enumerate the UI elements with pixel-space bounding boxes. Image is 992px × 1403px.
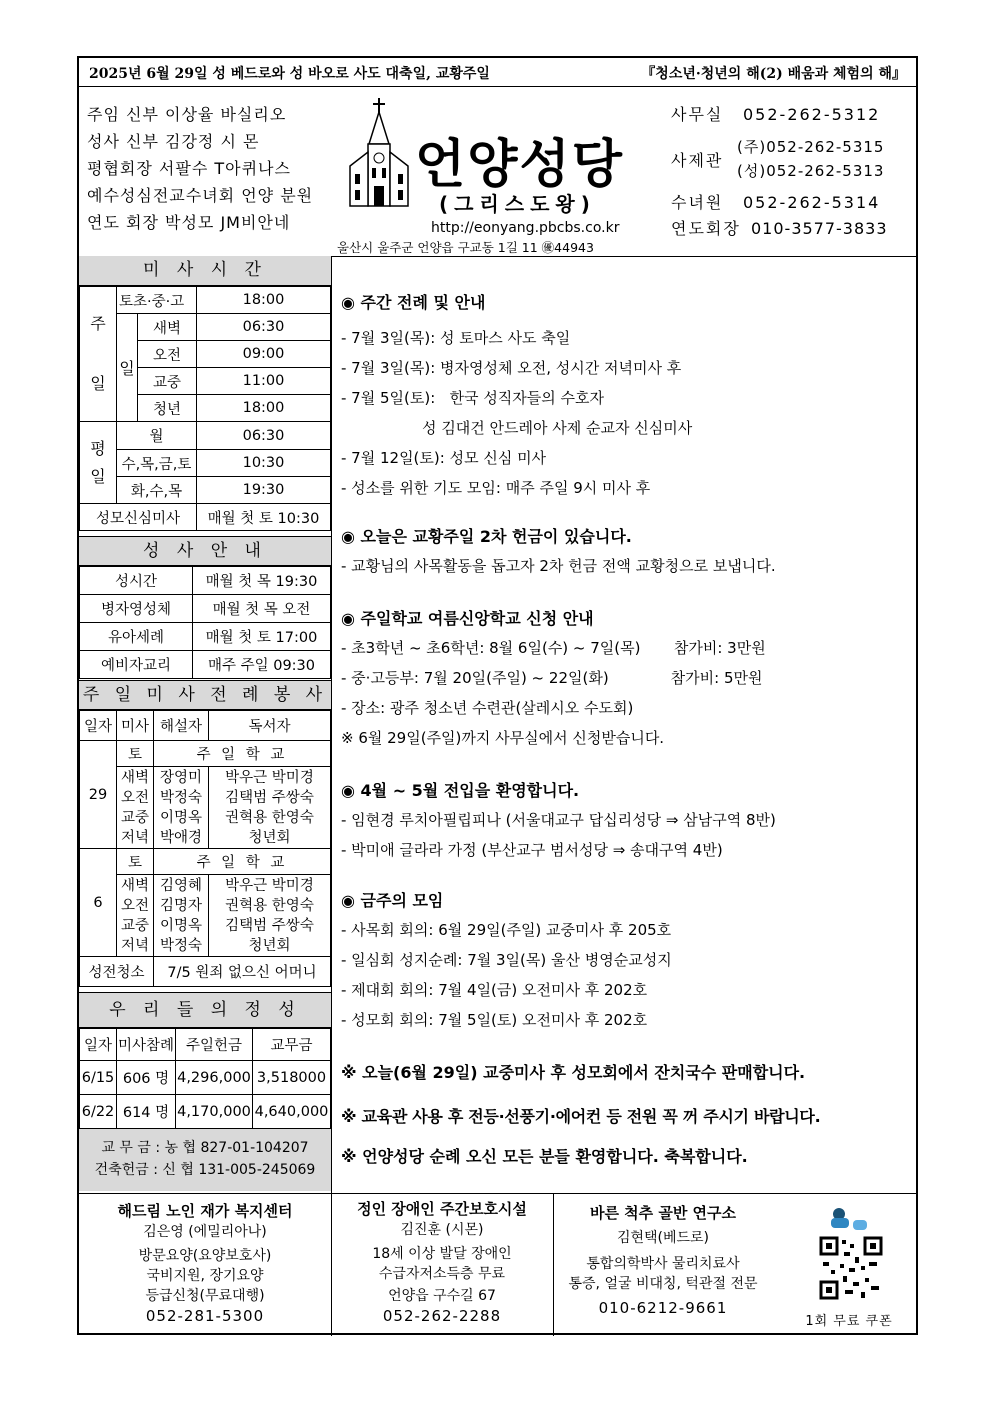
notice-item: - 일심회 성지순례: 7월 3일(목) 울산 병영순교성지: [341, 951, 672, 969]
contact-value: 052-262-5312: [743, 105, 881, 124]
notice-item: - 교황님의 사목활동을 돕고자 2차 헌금 전액 교황청으로 보냅니다.: [341, 557, 776, 575]
mass-time: 11:00: [197, 368, 331, 395]
notice-item: - 성모회 회의: 7월 5일(토) 오전미사 후 202호: [341, 1011, 648, 1029]
sunday-label: 주 일: [80, 287, 117, 422]
contact-office: [671, 102, 880, 125]
service-readers: 박우근 박미경 김택범 주쌍숙 권혁용 한영숙 청년회: [209, 767, 331, 849]
contact-value: 052-262-5314: [743, 193, 881, 212]
mass-time: 10:30: [197, 450, 331, 477]
offering-tithe: 4,640,000: [253, 1095, 331, 1129]
year-theme: 『청소년·청년의 해(2) 배움과 체험의 해』: [641, 66, 906, 82]
coupon-label: 1회 무료 쿠폰: [805, 1314, 893, 1329]
mass-label: 성모신심미사: [80, 504, 197, 531]
notice-item: - 7월 12일(토): 성모 신심 미사: [341, 449, 547, 467]
service-sat: 토: [117, 741, 154, 767]
contact-value: 010-3577-3833: [751, 219, 888, 238]
offering-sunday: 4,170,000: [176, 1095, 253, 1129]
bulletin-date: 2025년 6월 29일 성 베드로와 성 바오로 사도 대축일, 교황주일: [89, 66, 490, 82]
notice-item: 성 김대건 안드레아 사제 순교자 신심미사: [341, 419, 693, 437]
notice-liturgy: [341, 290, 692, 503]
top-bar: [79, 58, 916, 87]
mass-label: 토초·중·고: [117, 287, 197, 314]
notice-item: - 임현경 루치아필립피나 (서울대교구 답십리성당 ⇒ 삼남구역 8반): [341, 811, 776, 829]
bottom-note: ※ 언양성당 순례 오신 모든 분들 환영합니다. 축복합니다.: [341, 1147, 748, 1166]
offering-date: 6/22: [80, 1095, 117, 1129]
offering-heading: 우 리 들 의 정 성: [79, 992, 331, 1028]
sacrament-heading: 성 사 안 내: [79, 536, 331, 566]
mass-times-table: [79, 286, 331, 531]
contact-rectory: [671, 134, 885, 170]
service-commentators: 김영혜 김명자 이명옥 박정숙: [154, 875, 209, 957]
il-label: 일: [117, 314, 138, 422]
offering-table: [79, 1028, 331, 1129]
cleaning-label: 성전청소: [80, 957, 154, 987]
parish-subtitle: (그리스도왕): [439, 192, 596, 216]
ad-line: 국비지원, 장기요양: [146, 1268, 264, 1284]
parish-name: 언양성당: [415, 135, 624, 195]
contact-value: (성)052-262-5313: [737, 162, 885, 180]
offering-attendance: 614 명: [117, 1095, 176, 1129]
mass-label: 교중: [138, 368, 197, 395]
col-header: 주일헌금: [176, 1029, 253, 1061]
parish-address: 울산시 울주군 언양읍 구교동 1길 11 ㊝44943: [337, 240, 594, 255]
contact-yeondo: [671, 216, 888, 239]
cleaning-value: 7/5 원죄 없으신 어머니: [154, 957, 331, 987]
service-masses: 새벽 오전 교중 저녁: [117, 875, 154, 957]
ad-line: 통증, 얼굴 비대칭, 턱관절 전문: [568, 1276, 758, 1292]
bottom-note: ※ 교육관 사용 후 전등·선풍기·에어컨 등 전원 꼭 꺼 주시기 바랍니다.: [341, 1107, 821, 1126]
notice-title: ◉ 4월 ~ 5월 전입을 환영합니다.: [341, 781, 580, 800]
col-header: 일자: [80, 711, 117, 741]
service-readers: 박우근 박미경 권혁용 한영숙 김택범 주쌍숙 청년회: [209, 875, 331, 957]
notice-item: - 사목회 회의: 6월 29일(주일) 교중미사 후 205호: [341, 921, 672, 939]
ad-phone: 010-6212-9661: [598, 1299, 728, 1317]
service-sat-value: 주 일 학 교: [154, 849, 331, 875]
service-sat-value: 주 일 학 교: [154, 741, 331, 767]
ad-line: 김진훈 (시몬): [400, 1222, 484, 1238]
col-header: 독서자: [209, 711, 331, 741]
staff-list: [87, 102, 313, 237]
footer-ads: [79, 1193, 916, 1336]
notice-item: - 중·고등부: 7월 20일(주일) ~ 22일(화) 참가비: 5만원: [341, 669, 763, 687]
mass-label: 청년: [138, 395, 197, 422]
notice-welcome: [341, 778, 776, 865]
mass-time: 18:00: [197, 287, 331, 314]
sacrament-label: 예비자교리: [80, 651, 193, 679]
header: [79, 86, 916, 257]
left-column: [79, 256, 332, 1193]
staff-line: 평협회장 서팔수 T아퀴나스: [87, 159, 291, 178]
notices-area: [331, 256, 918, 1193]
notice-title: ◉ 금주의 모임: [341, 891, 444, 910]
contact-convent: [671, 190, 880, 213]
ad-phone: 052-281-5300: [145, 1307, 265, 1325]
notice-title: ◉ 주일학교 여름신앙학교 신청 안내: [341, 609, 594, 628]
contact-label: 연도회장: [671, 219, 741, 238]
offering-tithe: 3,518000: [253, 1061, 331, 1095]
ad-line: 18세 이상 발달 장애인: [372, 1246, 512, 1262]
ad-welfare-center: [79, 1194, 332, 1336]
ad-disability-care: [331, 1194, 554, 1336]
notice-item: - 성소를 위한 기도 모임: 매주 주일 9시 미사 후: [341, 479, 651, 497]
ad-line: 방문요양(요양보호사): [138, 1248, 272, 1264]
service-day: 6: [80, 849, 117, 957]
ad-title: 정인 장애인 주간보호시설: [357, 1200, 527, 1218]
service-sat: 토: [117, 849, 154, 875]
weekday-label: 평 일: [80, 422, 117, 504]
mass-time: 매월 첫 토 10:30: [197, 504, 331, 531]
offering-date: 6/15: [80, 1061, 117, 1095]
ad-line: 김현택(베드로): [616, 1230, 710, 1246]
col-header: 일자: [80, 1029, 117, 1061]
contact-label: 사제관: [671, 151, 724, 170]
bottom-note: ※ 오늘(6월 29일) 교중미사 후 성모회에서 잔치국수 판매합니다.: [341, 1063, 806, 1082]
notice-item: - 7월 5일(토): 한국 성직자들의 수호자: [341, 389, 605, 407]
service-commentators: 장영미 박정숙 이명옥 박애경: [154, 767, 209, 849]
offering-sunday: 4,296,000: [176, 1061, 253, 1095]
contact-rectory-2: [737, 160, 884, 181]
contact-value: (주)052-262-5315: [737, 138, 885, 156]
sacrament-value: 매월 첫 목 19:30: [193, 567, 331, 595]
notice-meetings: [341, 888, 672, 1035]
ad-spine-clinic: [553, 1194, 773, 1336]
notice-item: - 장소: 광주 청소년 수련관(살레시오 수도회): [341, 699, 634, 717]
contact-label: 수녀원: [671, 193, 724, 212]
notice-title: ◉ 주간 전례 및 안내: [341, 293, 486, 312]
staff-line: 주임 신부 이상율 바실리오: [87, 105, 287, 124]
notice-item: - 초3학년 ~ 초6학년: 8월 6일(수) ~ 7일(목) 참가비: 3만원: [341, 639, 766, 657]
sacrament-label: 유아세례: [80, 623, 193, 651]
sacrament-value: 매주 주일 09:30: [193, 651, 331, 679]
notice-item: - 박미애 글라라 가정 (부산교구 범서성당 ⇒ 송대구역 4반): [341, 841, 723, 859]
staff-line: 연도 회장 박성모 JM비안네: [87, 213, 291, 232]
account-line: 교 무 금 : 농 협 827-01-104207: [101, 1140, 309, 1156]
sacrament-value: 매월 첫 목 오전: [193, 595, 331, 623]
notice-item: - 7월 3일(목): 성 토마스 사도 축일: [341, 329, 571, 347]
bank-accounts: [79, 1129, 331, 1191]
sacrament-label: 성시간: [80, 567, 193, 595]
parish-url[interactable]: http://eonyang.pbcbs.co.kr: [431, 220, 620, 236]
mass-time: 06:30: [197, 422, 331, 450]
mass-time: 09:00: [197, 341, 331, 368]
contact-label: 사무실: [671, 105, 724, 124]
mass-times-heading: 미 사 시 간: [79, 256, 331, 286]
sacrament-value: 매월 첫 토 17:00: [193, 623, 331, 651]
notice-title: ◉ 오늘은 교황주일 2차 헌금이 있습니다.: [341, 527, 632, 546]
sacrament-label: 병자영성체: [80, 595, 193, 623]
ad-phone: 052-262-2288: [382, 1307, 502, 1325]
ad-line: 김은영 (에밀리아나): [143, 1224, 267, 1240]
mass-label: 수,목,금,토: [117, 450, 197, 477]
mass-time: 19:30: [197, 477, 331, 504]
notice-summer-school: [341, 606, 766, 753]
sacrament-table: [79, 566, 331, 679]
service-masses: 새벽 오전 교중 저녁: [117, 767, 154, 849]
ad-line: 수급자저소득층 무료: [378, 1266, 506, 1282]
notice-item: ※ 6월 29일(주일)까지 사무실에서 신청받습니다.: [341, 729, 665, 747]
church-icon: [344, 96, 414, 208]
service-day: 29: [80, 741, 117, 849]
staff-line: 성사 신부 김강정 시 몬: [87, 132, 260, 151]
ad-line: 등급신청(무료대행): [145, 1288, 265, 1304]
ad-title: 바른 척추 골반 연구소: [589, 1204, 737, 1222]
mass-time: 06:30: [197, 314, 331, 341]
qr-code-icon[interactable]: [809, 1202, 889, 1302]
account-line: 건축헌금 : 신 협 131-005-245069: [94, 1162, 316, 1178]
ad-line: 통합의학박사 물리치료사: [586, 1256, 740, 1272]
staff-line: 예수성심전교수녀회 언양 분원: [87, 186, 314, 205]
service-table: [79, 710, 331, 987]
mass-time: 18:00: [197, 395, 331, 422]
mass-label: 월: [117, 422, 197, 450]
col-header: 해설자: [154, 711, 209, 741]
col-header: 미사참례: [117, 1029, 176, 1061]
notice-pope-sunday: [341, 524, 776, 581]
ad-title: 해드림 노인 재가 복지센터: [117, 1202, 293, 1220]
offering-attendance: 606 명: [117, 1061, 176, 1095]
mass-label: 새벽: [138, 314, 197, 341]
notice-item: - 7월 3일(목): 병자영성체 오전, 성시간 저녁미사 후: [341, 359, 682, 377]
ad-line: 언양읍 구수길 67: [388, 1288, 496, 1304]
notice-item: - 제대회 회의: 7월 4일(금) 오전미사 후 202호: [341, 981, 648, 999]
bulletin-sheet: [77, 56, 918, 1335]
mass-label: 화,수,목: [117, 477, 197, 504]
service-heading: 주 일 미 사 전 례 봉 사: [79, 680, 331, 710]
mass-label: 오전: [138, 341, 197, 368]
col-header: 교무금: [253, 1029, 331, 1061]
col-header: 미사: [117, 711, 154, 741]
